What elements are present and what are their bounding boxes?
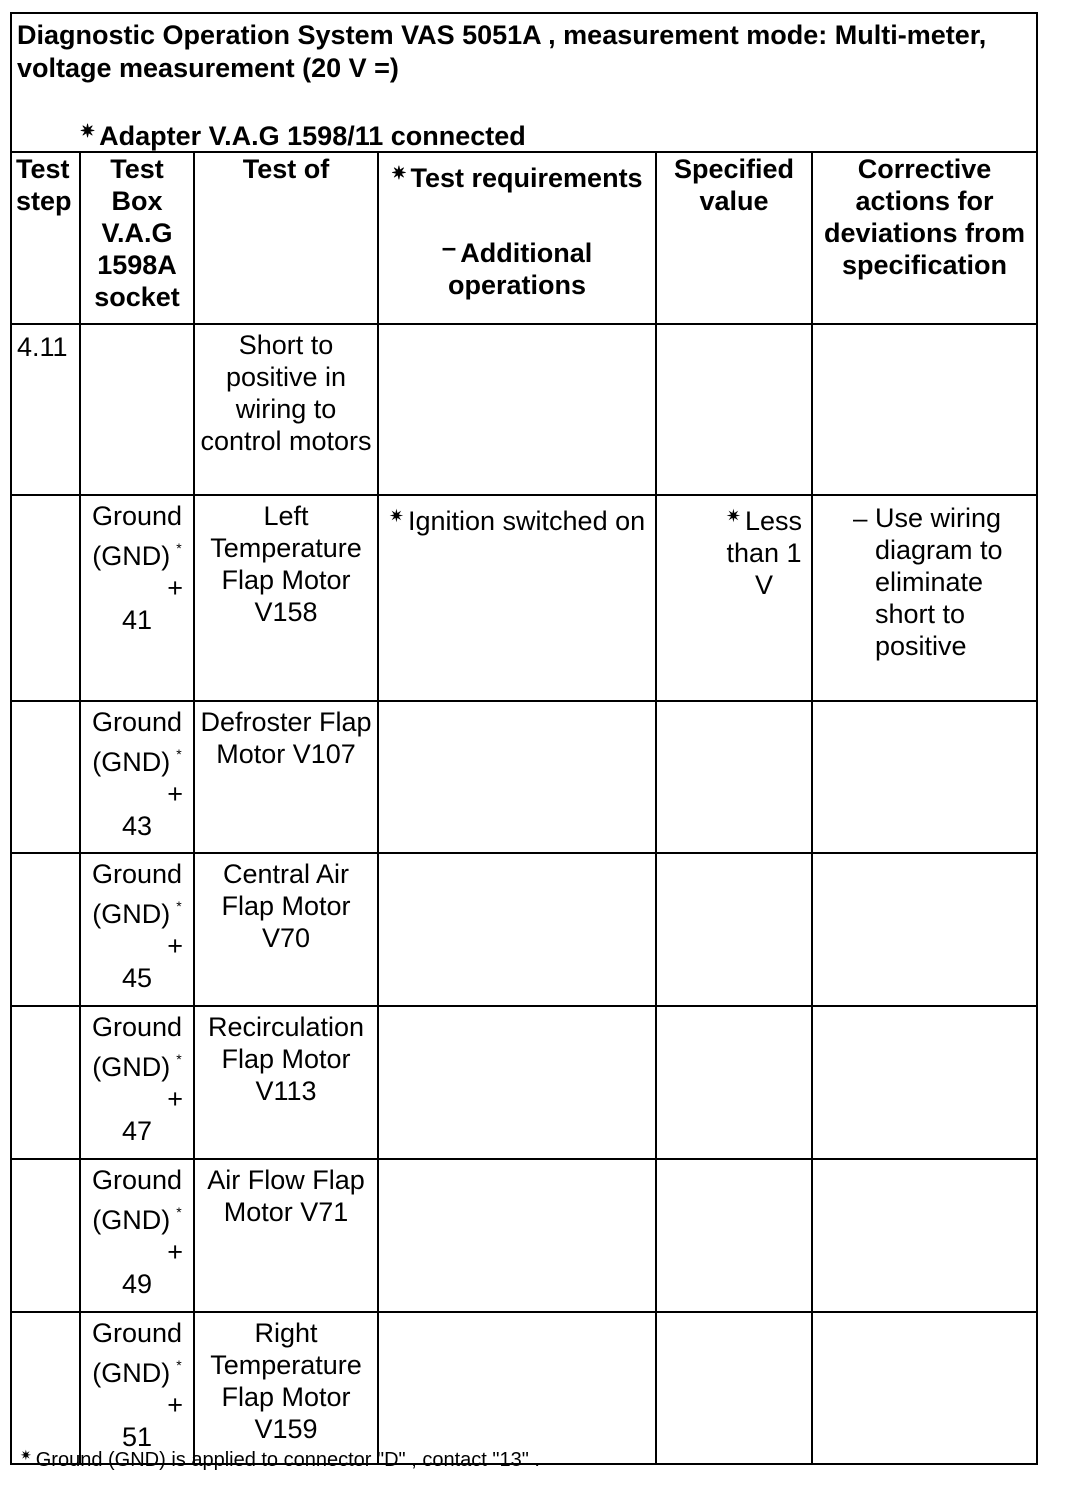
title-block bbox=[12, 14, 1036, 153]
header-additional-operations bbox=[379, 231, 655, 301]
socket-number: 49 bbox=[121, 1269, 153, 1299]
header-req-label: Test requirements bbox=[410, 163, 643, 193]
socket-ground-label: Ground (GND) bbox=[91, 1318, 183, 1388]
socket-plus: + bbox=[167, 573, 183, 603]
cell-corrective-action bbox=[812, 1312, 1036, 1463]
specified-value-text: Less than 1 V bbox=[726, 506, 803, 600]
cell-step bbox=[12, 701, 80, 853]
table-row bbox=[12, 324, 1036, 495]
cell-requirements bbox=[378, 1312, 656, 1463]
star-bullet-icon: ✷ bbox=[80, 121, 96, 141]
asterisk-icon: * bbox=[176, 540, 182, 556]
cell-corrective-action bbox=[812, 1159, 1036, 1312]
adapter-note bbox=[80, 115, 526, 153]
asterisk-icon: * bbox=[176, 1051, 182, 1067]
cell-test-of: Central Air Flap Motor V70 bbox=[194, 853, 378, 1006]
socket-ground bbox=[81, 858, 193, 930]
cell-requirements bbox=[378, 495, 656, 701]
cell-specified-value bbox=[656, 324, 812, 495]
header-specified-value: Specified value bbox=[656, 153, 812, 324]
requirement-text: Ignition switched on bbox=[407, 506, 646, 536]
asterisk-icon: * bbox=[176, 1204, 182, 1220]
cell-test-of: Left Temperature Flap Motor V158 bbox=[194, 495, 378, 701]
cell-corrective-action bbox=[812, 324, 1036, 495]
socket-number: 45 bbox=[121, 963, 153, 993]
socket-ground-label: Ground (GND) bbox=[91, 859, 183, 929]
cell-corrective-action bbox=[812, 701, 1036, 853]
dash-bullet-icon: – bbox=[853, 503, 868, 533]
socket-ground bbox=[81, 500, 193, 572]
cell-socket bbox=[80, 701, 194, 853]
star-bullet-icon: ✷ bbox=[391, 163, 407, 183]
table-row bbox=[12, 1006, 1036, 1159]
cell-socket bbox=[80, 495, 194, 701]
socket-number: 47 bbox=[121, 1116, 153, 1146]
table-row bbox=[12, 495, 1036, 701]
cell-specified-value bbox=[656, 495, 812, 701]
socket-number: 41 bbox=[121, 605, 153, 635]
cell-socket bbox=[80, 324, 194, 495]
cell-test-of: Recirculation Flap Motor V113 bbox=[194, 1006, 378, 1159]
cell-specified-value bbox=[656, 1312, 812, 1463]
cell-socket bbox=[80, 1312, 194, 1463]
cell-specified-value bbox=[656, 853, 812, 1006]
cell-requirements bbox=[378, 1159, 656, 1312]
cell-step bbox=[12, 853, 80, 1006]
socket-ground bbox=[81, 1164, 193, 1236]
header-add-label: Additional operations bbox=[447, 238, 593, 300]
adapter-text: Adapter V.A.G 1598/11 connected bbox=[99, 121, 526, 151]
cell-socket bbox=[80, 853, 194, 1006]
socket-ground-label: Ground (GND) bbox=[91, 707, 183, 777]
header-test-requirements bbox=[378, 153, 656, 324]
asterisk-icon: * bbox=[176, 1357, 182, 1373]
socket-ground bbox=[81, 1011, 193, 1083]
socket-plus: + bbox=[167, 779, 183, 809]
socket-plus: + bbox=[167, 1237, 183, 1267]
socket-number: 43 bbox=[121, 811, 153, 841]
socket-ground-label: Ground (GND) bbox=[91, 501, 183, 571]
cell-step bbox=[12, 1159, 80, 1312]
cell-corrective-action bbox=[812, 853, 1036, 1006]
cell-requirements bbox=[378, 853, 656, 1006]
cell-step bbox=[12, 495, 80, 701]
table-row bbox=[12, 701, 1036, 853]
star-bullet-icon: ✷ bbox=[725, 506, 742, 526]
cell-step: 4.11 bbox=[12, 324, 80, 495]
cell-specified-value bbox=[656, 1006, 812, 1159]
table-header-row bbox=[12, 153, 1036, 324]
header-socket: Test Box V.A.G 1598A socket bbox=[80, 153, 194, 324]
socket-number: 51 bbox=[121, 1422, 153, 1452]
cell-socket bbox=[80, 1159, 194, 1312]
socket-ground bbox=[81, 706, 193, 778]
cell-requirements bbox=[378, 1006, 656, 1159]
cell-requirements bbox=[378, 324, 656, 495]
cell-socket bbox=[80, 1006, 194, 1159]
cell-test-of: Defroster Flap Motor V107 bbox=[194, 701, 378, 853]
table-row bbox=[12, 1312, 1036, 1463]
cell-step bbox=[12, 1312, 80, 1463]
cell-specified-value bbox=[656, 701, 812, 853]
table-row bbox=[12, 1159, 1036, 1312]
socket-ground-label: Ground (GND) bbox=[91, 1165, 183, 1235]
header-test-of: Test of bbox=[194, 153, 378, 324]
document-title: Diagnostic Operation System VAS 5051A , measurement mode: Multi-meter, voltage measurement (20 V =) bbox=[17, 20, 987, 83]
asterisk-icon: * bbox=[176, 898, 182, 914]
socket-ground bbox=[81, 1317, 193, 1389]
footnote-text: Ground (GND) is applied to connector "D" , contact "13" . bbox=[35, 1449, 540, 1471]
header-corrective-actions: Corrective actions for deviations from specification bbox=[812, 153, 1036, 324]
cell-test-of: Short to positive in wiring to control motors bbox=[194, 324, 378, 495]
test-table bbox=[12, 153, 1036, 1463]
cell-test-of: Air Flow Flap Motor V71 bbox=[194, 1159, 378, 1312]
socket-plus: + bbox=[167, 1390, 183, 1420]
socket-plus: + bbox=[167, 1084, 183, 1114]
corrective-action-text: Use wiring diagram to eliminate short to positive bbox=[875, 503, 1003, 661]
cell-requirements bbox=[378, 701, 656, 853]
table-row bbox=[12, 853, 1036, 1006]
star-bullet-icon: ✷ bbox=[388, 506, 404, 526]
socket-ground-label: Ground (GND) bbox=[91, 1012, 183, 1082]
header-test-step: Test step bbox=[12, 153, 80, 324]
dash-bullet-icon: – bbox=[441, 232, 457, 262]
cell-step bbox=[12, 1006, 80, 1159]
footnote bbox=[20, 1447, 540, 1472]
cell-test-of: Right Temperature Flap Motor V159 bbox=[194, 1312, 378, 1463]
cell-corrective-action bbox=[812, 1006, 1036, 1159]
star-bullet-icon: ✷ bbox=[20, 1447, 32, 1463]
socket-plus: + bbox=[167, 931, 183, 961]
cell-corrective-action bbox=[812, 495, 1036, 701]
diagnostic-document bbox=[10, 12, 1038, 1465]
asterisk-icon: * bbox=[176, 746, 182, 762]
cell-specified-value bbox=[656, 1159, 812, 1312]
